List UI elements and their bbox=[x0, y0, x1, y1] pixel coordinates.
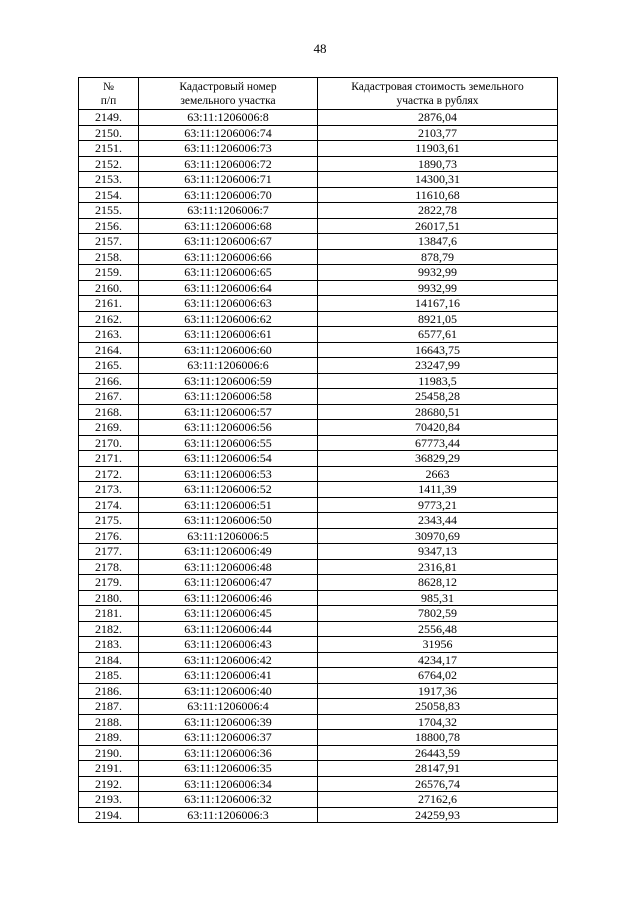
cadastral-value-cell: 1411,39 bbox=[318, 482, 558, 498]
table-row bbox=[79, 745, 558, 761]
table-header bbox=[79, 78, 558, 110]
row-number-cell: 2166. bbox=[79, 373, 139, 389]
cadastral-number-cell: 63:11:1206006:42 bbox=[139, 652, 318, 668]
cadastral-number-cell: 63:11:1206006:68 bbox=[139, 218, 318, 234]
table-row bbox=[79, 466, 558, 482]
table-row bbox=[79, 637, 558, 653]
table-row bbox=[79, 156, 558, 172]
table-row bbox=[79, 730, 558, 746]
cadastral-value-cell: 4234,17 bbox=[318, 652, 558, 668]
table-row bbox=[79, 590, 558, 606]
row-number-cell: 2149. bbox=[79, 110, 139, 126]
table-row bbox=[79, 218, 558, 234]
row-number-cell: 2191. bbox=[79, 761, 139, 777]
cadastral-number-cell: 63:11:1206006:3 bbox=[139, 807, 318, 823]
cadastral-number-cell: 63:11:1206006:45 bbox=[139, 606, 318, 622]
table-row bbox=[79, 482, 558, 498]
cadastral-value-cell: 2556,48 bbox=[318, 621, 558, 637]
cadastral-value-cell: 26443,59 bbox=[318, 745, 558, 761]
cadastral-value-cell: 2343,44 bbox=[318, 513, 558, 529]
row-number-cell: 2158. bbox=[79, 249, 139, 265]
table-row bbox=[79, 125, 558, 141]
row-number-cell: 2169. bbox=[79, 420, 139, 436]
cadastral-value-cell: 36829,29 bbox=[318, 451, 558, 467]
row-number-cell: 2173. bbox=[79, 482, 139, 498]
cadastral-value-cell: 1890,73 bbox=[318, 156, 558, 172]
cadastral-value-cell: 9932,99 bbox=[318, 280, 558, 296]
table-row bbox=[79, 141, 558, 157]
row-number-cell: 2194. bbox=[79, 807, 139, 823]
cadastral-value-cell: 9932,99 bbox=[318, 265, 558, 281]
cadastral-number-cell: 63:11:1206006:66 bbox=[139, 249, 318, 265]
header-cadastral-number-line2: земельного участка bbox=[180, 94, 276, 107]
cadastral-number-cell: 63:11:1206006:35 bbox=[139, 761, 318, 777]
cadastral-value-cell: 25058,83 bbox=[318, 699, 558, 715]
row-number-cell: 2180. bbox=[79, 590, 139, 606]
cadastral-number-cell: 63:11:1206006:54 bbox=[139, 451, 318, 467]
cadastral-number-cell: 63:11:1206006:55 bbox=[139, 435, 318, 451]
cadastral-value-cell: 9347,13 bbox=[318, 544, 558, 560]
cadastral-value-cell: 14167,16 bbox=[318, 296, 558, 312]
row-number-cell: 2160. bbox=[79, 280, 139, 296]
cadastral-value-cell: 16643,75 bbox=[318, 342, 558, 358]
table-row bbox=[79, 358, 558, 374]
cadastral-value-cell: 878,79 bbox=[318, 249, 558, 265]
cadastral-number-cell: 63:11:1206006:53 bbox=[139, 466, 318, 482]
row-number-cell: 2190. bbox=[79, 745, 139, 761]
table-row bbox=[79, 714, 558, 730]
header-cadastral-value-line1: Кадастровая стоимость земельного bbox=[351, 80, 524, 93]
row-number-cell: 2175. bbox=[79, 513, 139, 529]
row-number-cell: 2152. bbox=[79, 156, 139, 172]
cadastral-number-cell: 63:11:1206006:49 bbox=[139, 544, 318, 560]
header-row-number-line2: п/п bbox=[100, 94, 117, 107]
table-row bbox=[79, 575, 558, 591]
table-row bbox=[79, 203, 558, 219]
cadastral-value-cell: 24259,93 bbox=[318, 807, 558, 823]
table-header-row bbox=[79, 78, 558, 110]
cadastral-number-cell: 63:11:1206006:74 bbox=[139, 125, 318, 141]
table-row bbox=[79, 172, 558, 188]
row-number-cell: 2192. bbox=[79, 776, 139, 792]
cadastral-number-cell: 63:11:1206006:6 bbox=[139, 358, 318, 374]
table-row bbox=[79, 497, 558, 513]
row-number-cell: 2163. bbox=[79, 327, 139, 343]
cadastral-number-cell: 63:11:1206006:70 bbox=[139, 187, 318, 203]
table-row bbox=[79, 668, 558, 684]
table-row bbox=[79, 559, 558, 575]
cadastral-number-cell: 63:11:1206006:32 bbox=[139, 792, 318, 808]
row-number-cell: 2167. bbox=[79, 389, 139, 405]
cadastral-number-cell: 63:11:1206006:47 bbox=[139, 575, 318, 591]
cadastral-number-cell: 63:11:1206006:65 bbox=[139, 265, 318, 281]
cadastral-value-cell: 11903,61 bbox=[318, 141, 558, 157]
table-row bbox=[79, 451, 558, 467]
cadastral-value-cell: 2316,81 bbox=[318, 559, 558, 575]
cadastral-value-cell: 2103,77 bbox=[318, 125, 558, 141]
cadastral-number-cell: 63:11:1206006:61 bbox=[139, 327, 318, 343]
table-row bbox=[79, 265, 558, 281]
cadastral-value-cell: 30970,69 bbox=[318, 528, 558, 544]
cadastral-number-cell: 63:11:1206006:43 bbox=[139, 637, 318, 653]
row-number-cell: 2182. bbox=[79, 621, 139, 637]
table-row bbox=[79, 187, 558, 203]
row-number-cell: 2184. bbox=[79, 652, 139, 668]
cadastral-value-cell: 27162,6 bbox=[318, 792, 558, 808]
cadastral-value-cell: 28147,91 bbox=[318, 761, 558, 777]
cadastral-number-cell: 63:11:1206006:63 bbox=[139, 296, 318, 312]
table-row bbox=[79, 606, 558, 622]
cadastral-number-cell: 63:11:1206006:39 bbox=[139, 714, 318, 730]
cadastral-value-cell: 18800,78 bbox=[318, 730, 558, 746]
cadastral-number-cell: 63:11:1206006:34 bbox=[139, 776, 318, 792]
cadastral-value-cell: 6577,61 bbox=[318, 327, 558, 343]
cadastral-number-cell: 63:11:1206006:7 bbox=[139, 203, 318, 219]
table-row bbox=[79, 761, 558, 777]
table-row bbox=[79, 280, 558, 296]
cadastral-value-cell: 13847,6 bbox=[318, 234, 558, 250]
table-row bbox=[79, 249, 558, 265]
cadastral-number-cell: 63:11:1206006:52 bbox=[139, 482, 318, 498]
row-number-cell: 2193. bbox=[79, 792, 139, 808]
cadastral-value-cell: 26576,74 bbox=[318, 776, 558, 792]
table-row bbox=[79, 621, 558, 637]
row-number-cell: 2189. bbox=[79, 730, 139, 746]
row-number-cell: 2186. bbox=[79, 683, 139, 699]
row-number-cell: 2177. bbox=[79, 544, 139, 560]
header-cadastral-value-line2: участка в рублях bbox=[396, 94, 479, 107]
table-row bbox=[79, 528, 558, 544]
cadastral-number-cell: 63:11:1206006:71 bbox=[139, 172, 318, 188]
row-number-cell: 2176. bbox=[79, 528, 139, 544]
cadastral-value-cell: 2876,04 bbox=[318, 110, 558, 126]
row-number-cell: 2157. bbox=[79, 234, 139, 250]
row-number-cell: 2162. bbox=[79, 311, 139, 327]
row-number-cell: 2154. bbox=[79, 187, 139, 203]
row-number-cell: 2168. bbox=[79, 404, 139, 420]
cadastral-number-cell: 63:11:1206006:67 bbox=[139, 234, 318, 250]
table-row bbox=[79, 513, 558, 529]
cadastral-value-cell: 11610,68 bbox=[318, 187, 558, 203]
cadastral-number-cell: 63:11:1206006:48 bbox=[139, 559, 318, 575]
row-number-cell: 2187. bbox=[79, 699, 139, 715]
header-cadastral-number-line1: Кадастровый номер bbox=[179, 80, 277, 93]
header-row-number-line1: № bbox=[103, 80, 114, 93]
cadastral-value-cell: 26017,51 bbox=[318, 218, 558, 234]
table-row bbox=[79, 420, 558, 436]
cadastral-number-cell: 63:11:1206006:50 bbox=[139, 513, 318, 529]
header-row-number bbox=[79, 78, 139, 110]
row-number-cell: 2183. bbox=[79, 637, 139, 653]
row-number-cell: 2165. bbox=[79, 358, 139, 374]
table-row bbox=[79, 327, 558, 343]
row-number-cell: 2181. bbox=[79, 606, 139, 622]
cadastral-value-table bbox=[78, 77, 558, 823]
table-row bbox=[79, 404, 558, 420]
table-row bbox=[79, 792, 558, 808]
cadastral-value-cell: 11983,5 bbox=[318, 373, 558, 389]
table-row bbox=[79, 683, 558, 699]
cadastral-number-cell: 63:11:1206006:4 bbox=[139, 699, 318, 715]
cadastral-number-cell: 63:11:1206006:40 bbox=[139, 683, 318, 699]
cadastral-value-cell: 67773,44 bbox=[318, 435, 558, 451]
table-row bbox=[79, 699, 558, 715]
cadastral-number-cell: 63:11:1206006:58 bbox=[139, 389, 318, 405]
row-number-cell: 2172. bbox=[79, 466, 139, 482]
table-row bbox=[79, 544, 558, 560]
row-number-cell: 2150. bbox=[79, 125, 139, 141]
cadastral-value-cell: 31956 bbox=[318, 637, 558, 653]
cadastral-number-cell: 63:11:1206006:60 bbox=[139, 342, 318, 358]
cadastral-value-cell: 14300,31 bbox=[318, 172, 558, 188]
row-number-cell: 2161. bbox=[79, 296, 139, 312]
cadastral-number-cell: 63:11:1206006:8 bbox=[139, 110, 318, 126]
table-row bbox=[79, 652, 558, 668]
cadastral-value-cell: 25458,28 bbox=[318, 389, 558, 405]
cadastral-value-cell: 2663 bbox=[318, 466, 558, 482]
cadastral-number-cell: 63:11:1206006:56 bbox=[139, 420, 318, 436]
cadastral-number-cell: 63:11:1206006:44 bbox=[139, 621, 318, 637]
cadastral-number-cell: 63:11:1206006:41 bbox=[139, 668, 318, 684]
table-row bbox=[79, 342, 558, 358]
row-number-cell: 2170. bbox=[79, 435, 139, 451]
row-number-cell: 2156. bbox=[79, 218, 139, 234]
cadastral-value-cell: 28680,51 bbox=[318, 404, 558, 420]
cadastral-value-cell: 985,31 bbox=[318, 590, 558, 606]
cadastral-value-cell: 8921,05 bbox=[318, 311, 558, 327]
cadastral-number-cell: 63:11:1206006:59 bbox=[139, 373, 318, 389]
cadastral-value-cell: 70420,84 bbox=[318, 420, 558, 436]
cadastral-value-cell: 8628,12 bbox=[318, 575, 558, 591]
row-number-cell: 2188. bbox=[79, 714, 139, 730]
cadastral-value-cell: 6764,02 bbox=[318, 668, 558, 684]
row-number-cell: 2164. bbox=[79, 342, 139, 358]
cadastral-number-cell: 63:11:1206006:36 bbox=[139, 745, 318, 761]
cadastral-value-cell: 2822,78 bbox=[318, 203, 558, 219]
cadastral-value-cell: 23247,99 bbox=[318, 358, 558, 374]
cadastral-value-cell: 1704,32 bbox=[318, 714, 558, 730]
table-row bbox=[79, 776, 558, 792]
page-number: 48 bbox=[313, 41, 327, 56]
table-row bbox=[79, 807, 558, 823]
header-cadastral-number bbox=[139, 78, 318, 110]
table-row bbox=[79, 311, 558, 327]
row-number-cell: 2155. bbox=[79, 203, 139, 219]
table-body bbox=[79, 110, 558, 823]
table-row bbox=[79, 373, 558, 389]
cadastral-number-cell: 63:11:1206006:72 bbox=[139, 156, 318, 172]
header-cadastral-value bbox=[318, 78, 558, 110]
cadastral-value-cell: 7802,59 bbox=[318, 606, 558, 622]
cadastral-number-cell: 63:11:1206006:51 bbox=[139, 497, 318, 513]
cadastral-value-cell: 9773,21 bbox=[318, 497, 558, 513]
cadastral-number-cell: 63:11:1206006:62 bbox=[139, 311, 318, 327]
table-row bbox=[79, 389, 558, 405]
row-number-cell: 2185. bbox=[79, 668, 139, 684]
table-row bbox=[79, 110, 558, 126]
cadastral-number-cell: 63:11:1206006:37 bbox=[139, 730, 318, 746]
row-number-cell: 2171. bbox=[79, 451, 139, 467]
cadastral-number-cell: 63:11:1206006:64 bbox=[139, 280, 318, 296]
cadastral-number-cell: 63:11:1206006:73 bbox=[139, 141, 318, 157]
cadastral-number-cell: 63:11:1206006:46 bbox=[139, 590, 318, 606]
table-row bbox=[79, 234, 558, 250]
table-row bbox=[79, 435, 558, 451]
cadastral-number-cell: 63:11:1206006:5 bbox=[139, 528, 318, 544]
row-number-cell: 2174. bbox=[79, 497, 139, 513]
row-number-cell: 2153. bbox=[79, 172, 139, 188]
row-number-cell: 2179. bbox=[79, 575, 139, 591]
cadastral-value-cell: 1917,36 bbox=[318, 683, 558, 699]
row-number-cell: 2178. bbox=[79, 559, 139, 575]
row-number-cell: 2151. bbox=[79, 141, 139, 157]
row-number-cell: 2159. bbox=[79, 265, 139, 281]
table-row bbox=[79, 296, 558, 312]
cadastral-number-cell: 63:11:1206006:57 bbox=[139, 404, 318, 420]
